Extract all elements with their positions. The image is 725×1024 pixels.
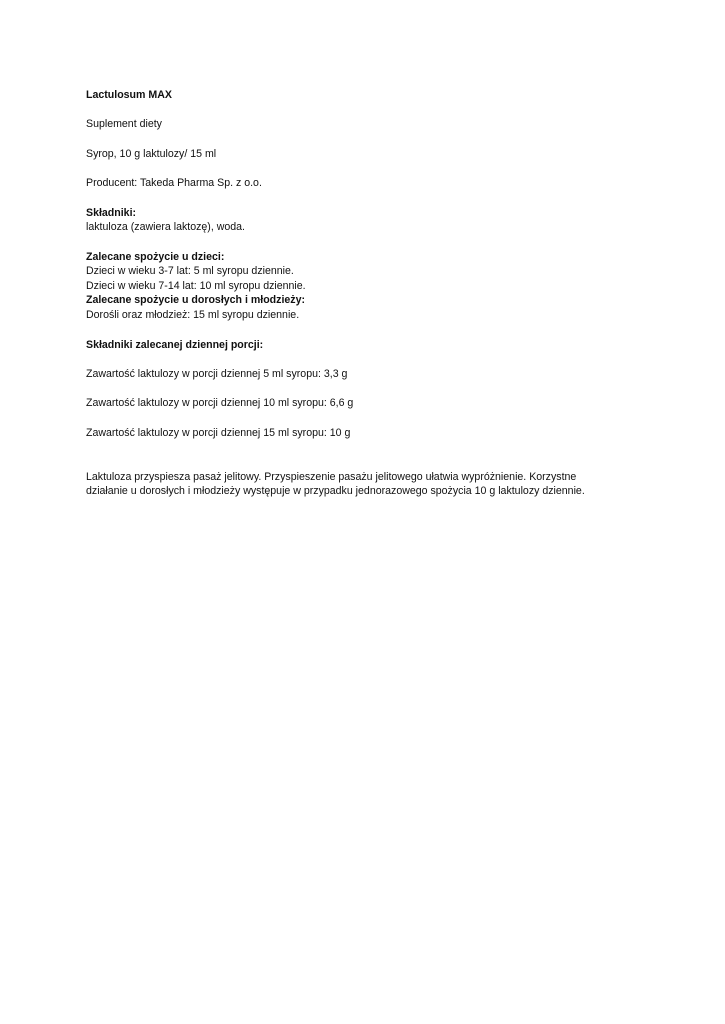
daily-portion-heading: Składniki zalecanej dziennej porcji: (86, 338, 264, 351)
lactulose-content-10ml: Zawartość laktulozy w porcji dziennej 10 ml syropu: 6,6 g (86, 397, 354, 410)
product-title: Lactulosum MAX (86, 89, 172, 101)
children-dosage-line-2: Dzieci w wieku 7-14 lat: 10 ml syropu dziennie. (86, 279, 306, 292)
document-content (86, 88, 646, 499)
children-dosage-line-1: Dzieci w wieku 3-7 lat: 5 ml syropu dziennie. (86, 265, 294, 278)
children-dosage-heading: Zalecane spożycie u dzieci: (86, 250, 225, 263)
product-form: Syrop, 10 g laktulozy/ 15 ml (86, 147, 217, 160)
ingredients-text: laktuloza (zawiera laktozę), woda. (86, 221, 245, 234)
supplement-label: Suplement diety (86, 118, 162, 131)
adult-dosage-line: Dorośli oraz młodzież: 15 ml syropu dziennie. (86, 308, 300, 321)
adult-dosage-heading: Zalecane spożycie u dorosłych i młodzieży: (86, 294, 306, 307)
health-claim-line-2: działanie u dorosłych i młodzieży występuje w przypadku jednorazowego spożycia 10 g laktulozy dziennie. (86, 485, 585, 498)
lactulose-content-15ml: Zawartość laktulozy w porcji dziennej 15 ml syropu: 10 g (86, 426, 351, 439)
producer-text: Producent: Takeda Pharma Sp. z o.o. (86, 177, 262, 190)
lactulose-content-5ml: Zawartość laktulozy w porcji dziennej 5 ml syropu: 3,3 g (86, 368, 348, 381)
ingredients-heading: Składniki: (86, 206, 137, 219)
health-claim-line-1: Laktuloza przyspiesza pasaż jelitowy. Przyspieszenie pasażu jelitowego ułatwia wypróżnienie. Korzystne (86, 470, 577, 483)
